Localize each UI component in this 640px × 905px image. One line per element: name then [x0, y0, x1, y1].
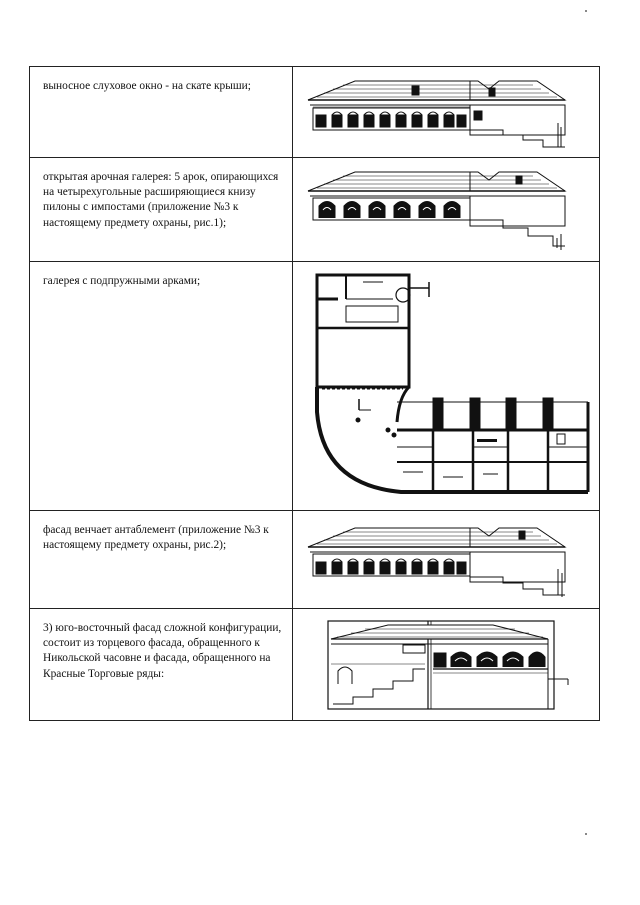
description-text: фасад венчает антаблемент (приложение №3 к настоящему предмету охраны, рис.2);: [43, 524, 269, 552]
description-cell: [30, 158, 293, 262]
figure-cell: [293, 158, 600, 262]
description-cell: [30, 609, 293, 721]
description-cell: [30, 262, 293, 511]
figure-cell: [293, 511, 600, 609]
description-text: открытая арочная галерея: 5 арок, опирающихся на четырехугольные расширяющиеся книзу пилоны с импостами (приложение №3 к настоящему предмету охраны, рис.1);: [43, 171, 279, 229]
facade-southeast-icon: [293, 609, 599, 721]
scan-speck: [585, 833, 587, 835]
table-row: [30, 609, 600, 721]
facade-gable-window-icon: [293, 67, 599, 158]
floor-plan-icon: [293, 262, 599, 511]
facade-arched-gallery-icon: [293, 158, 599, 262]
table-row: [30, 67, 600, 158]
protection-subject-table: [29, 66, 600, 721]
description-cell: [30, 511, 293, 609]
facade-entablature-icon: [293, 511, 599, 609]
description-cell: [30, 67, 293, 158]
figure-cell: [293, 262, 600, 511]
table-row: [30, 511, 600, 609]
description-text: 3) юго-восточный фасад сложной конфигурации, состоит из торцевого фасада, обращенного к Никольской часовне и фасада, обращенного на Красные Торговые ряды:: [43, 622, 282, 680]
description-text: галерея с подпружными арками;: [43, 275, 201, 287]
scan-speck: [585, 10, 587, 12]
table-row: [30, 262, 600, 511]
figure-cell: [293, 609, 600, 721]
figure-cell: [293, 67, 600, 158]
table-row: [30, 158, 600, 262]
description-text: выносное слуховое окно - на скате крыши;: [43, 80, 251, 92]
